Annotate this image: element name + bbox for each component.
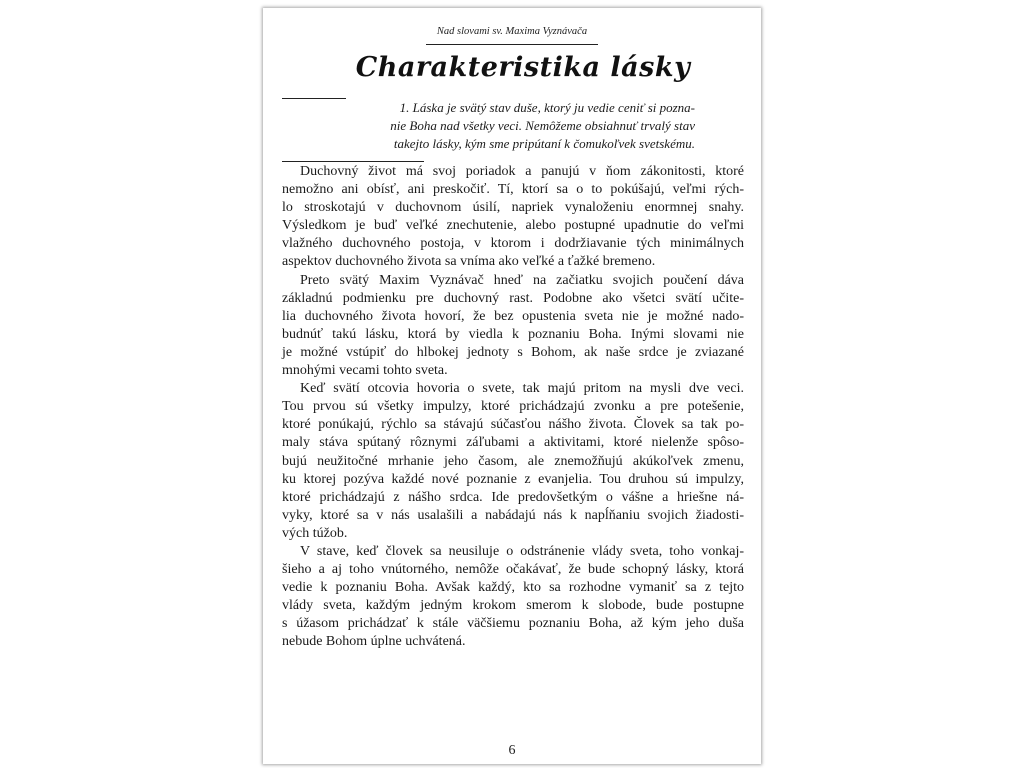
running-head-rule bbox=[426, 44, 598, 45]
text-line: nebude Bohom úplne uchvátená. bbox=[282, 634, 466, 650]
paragraph bbox=[282, 543, 744, 652]
text-line: s úžasom prichádzať k stále väčšiemu poznaniu Boha, až kým jeho duša bbox=[282, 616, 744, 632]
paragraph bbox=[282, 163, 744, 272]
book-page bbox=[263, 8, 761, 764]
text-line: lia duchovného života hovorí, že bez opustenia sveta nie je možné nado- bbox=[282, 308, 744, 324]
text-line: vlády sveta, každým jedným krokom smerom k slobode, bude postupne bbox=[282, 598, 744, 614]
text-line: V stave, keď človek sa neusiluje o odstránenie vlády sveta, toho vonkaj- bbox=[300, 543, 744, 559]
text-line: Preto svätý Maxim Vyznávač hneď na začiatku svojich poučení dáva bbox=[300, 272, 744, 288]
text-line: vyky, ktoré sa v nás usalašili a nabádajú nás k napĺňaniu svojich žiadosti- bbox=[282, 507, 744, 523]
paragraph bbox=[282, 272, 744, 381]
text-line: je možné vstúpiť do hlbokej jednoty s Bohom, ak naše srdce je zviazané bbox=[282, 344, 744, 360]
page-number: 6 bbox=[508, 743, 516, 758]
text-line: vlažného duchovného postoja, v ktorom i dodržiavanie tých minimálnych bbox=[282, 236, 744, 252]
text-line: nemožno ani obísť, ani preskočiť. Tí, ktorí sa o to pokúšajú, veľmi rých- bbox=[282, 182, 744, 198]
paragraph bbox=[282, 380, 744, 543]
text-line: základnú podmienku pre duchovný rast. Podobne ako všetci svätí učite- bbox=[282, 290, 744, 306]
text-line: šieho a aj toho vnútorného, nemôže očakávať, že bude schopný lásky, ktorá bbox=[282, 562, 744, 578]
running-head: Nad slovami sv. Maxima Vyznávača bbox=[436, 26, 588, 37]
text-line: vých túžob. bbox=[282, 525, 348, 541]
text-line: maly stáva spútaný rôznymi záľubami a aktivitami, ktoré nielenže spôso- bbox=[282, 435, 744, 451]
text-line: bujú neužitočné mrhanie jeho časom, ale znemožňujú akúkoľvek zmenu, bbox=[282, 453, 744, 469]
text-line: ktoré prichádzajú z nášho srdca. Ide predovšetkým o vášne a hriešne ná- bbox=[282, 489, 744, 505]
text-line: ktoré ponúkajú, rýchlo sa stávajú súčasťou nášho života. Človek sa tak po- bbox=[282, 417, 744, 433]
text-line: lo stroskotajú v duchovnom úsilí, napriek vynaloženiu enormnej snahy. bbox=[282, 200, 744, 216]
text-line: aspektov duchovného života sa vníma ako veľké a ťažké bremeno. bbox=[282, 254, 656, 270]
epigraph-rule-bottom bbox=[282, 161, 424, 162]
text-line: Duchovný život má svoj poriadok a panujú v ňom zákonitosti, ktoré bbox=[300, 164, 744, 179]
epigraph-line: 1. Láska je svätý stav duše, ktorý ju vedie ceniť si pozna- bbox=[399, 100, 695, 115]
text-line: vedie k poznaniu Boha. Avšak každý, kto sa rozhodne vymaniť sa z tejto bbox=[282, 580, 744, 596]
text-line: Výsledkom je buď veľké znechutenie, alebo postupné upadnutie do veľmi bbox=[282, 218, 744, 234]
text-line: budnúť takú lásku, ktorá by viedla k poznaniu Boha. Inými slovami nie bbox=[282, 326, 744, 342]
epigraph-line: nie Boha nad všetky veci. Nemôžeme obsiahnuť trvalý stav bbox=[390, 118, 695, 133]
body-text bbox=[282, 163, 744, 652]
text-line: Keď svätí otcovia hovoria o svete, tak majú pritom na mysli dve veci. bbox=[300, 381, 744, 397]
text-line: Tou prvou sú všetky impulzy, ktoré prichádzajú zvonku a pre potešenie, bbox=[282, 399, 744, 415]
text-line: ku ktorej pozýva každé nové poznanie z evanjelia. Tou druhou sú impulzy, bbox=[282, 471, 744, 487]
epigraph-line: takejto lásky, kým sme pripútaní k čomukoľvek svetskému. bbox=[393, 136, 695, 151]
chapter-title: Charakteristika lásky bbox=[355, 52, 691, 83]
epigraph bbox=[287, 99, 695, 153]
text-line: mnohými vecami tohto sveta. bbox=[282, 363, 448, 379]
